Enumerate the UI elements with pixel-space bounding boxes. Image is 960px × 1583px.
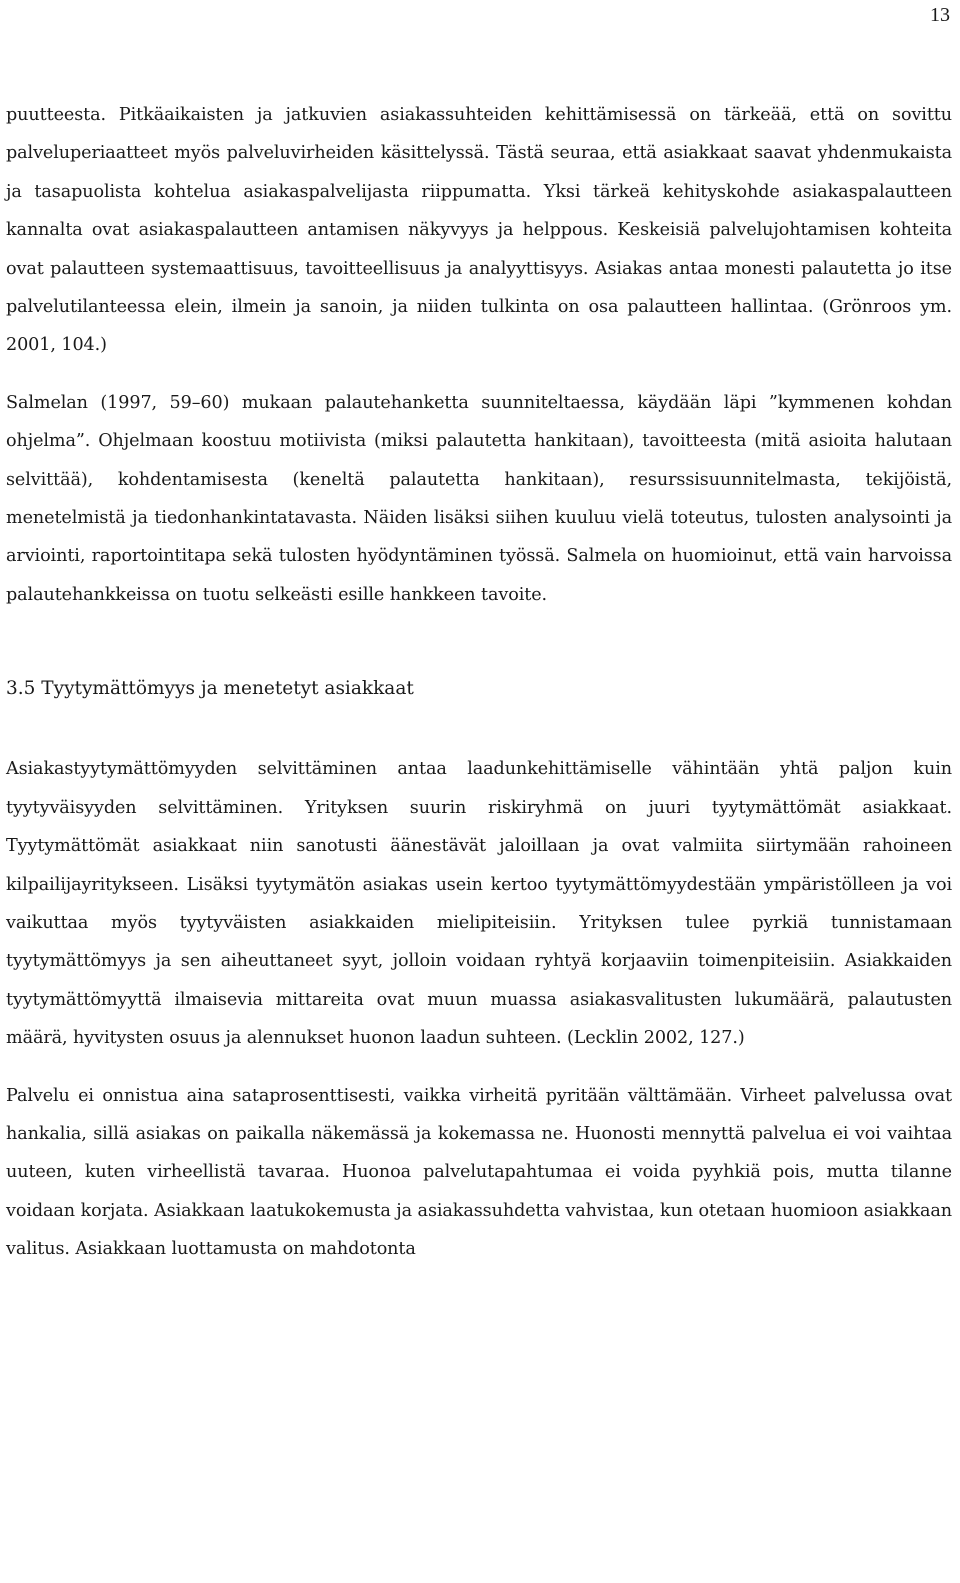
paragraph-service-failure: Palvelu ei onnistua aina sataprosenttisesti, vaikka virheitä pyritään välttämään. Virheet palvelussa ovat hankalia, sillä asiakas on paikalla näkemässä ja kokemassa ne. Huonosti mennyttä palvelua ei voi vaihtaa uuteen, kuten virheellistä tavaraa. Huonoa palvelutapahtumaa ei voida pyyhkiä pois, mutta tilanne voidaan korjata. Asiakkaan laatukokemusta ja asiakassuhdetta vahvistaa, kun otetaan huomioon asiakkaan valitus. Asiakkaan luottamusta on mahdotonta xyxy=(6,1085,952,1260)
document-body xyxy=(6,96,952,1269)
paragraph-spacer xyxy=(6,365,952,384)
heading-spacer-top xyxy=(6,614,952,670)
section-heading: 3.5 Tyytymättömyys ja menetetyt asiakkaat xyxy=(6,678,414,700)
paragraph-dissatisfaction: Asiakastyytymättömyyden selvittäminen antaa laadunkehittämiselle vähintään yhtä paljon kuin tyytyväisyyden selvittäminen. Yrityksen suurin riskiryhmä on juuri tyytymättömät asiakkaat. Tyytymättömät asiakkaat niin sanotusti äänestävät jaloillaan ja ovat valmiita siirtymään rahoineen kilpailijayritykseen. Lisäksi tyytymätön asiakas usein kertoo tyytymättömyydestään ympäristölleen ja voi vaikuttaa myös tyytyväisten asiakkaiden mielipiteisiin. Yrityksen tulee pyrkiä tunnistamaan tyytymättömyys ja sen aiheuttaneet syyt, jolloin voidaan ryhtyä korjaaviin toimenpiteisiin. Asiakkaiden tyytymättömyyttä ilmaisevia mittareita ovat muun muassa asiakasvalitusten lukumäärä, palautusten määrä, hyvitysten osuus ja alennukset huonon laadun suhteen. (Lecklin 2002, 127.) xyxy=(6,759,952,1049)
paragraph-customer-feedback: puutteesta. Pitkäaikaisten ja jatkuvien asiakassuhteiden kehittämisessä on tärkeää, että on sovittu palveluperiaatteet myös palveluvirheiden käsittelyssä. Tästä seuraa, että asiakkaat saavat yhdenmukaista ja tasapuolista kohtelua asiakaspalvelijasta riippumatta. Yksi tärkeä kehityskohde asiakaspalautteen kannalta ovat asiakaspalautteen antamisen näkyvyys ja helppous. Keskeisiä palvelujohtamisen kohteita ovat palautteen systemaattisuus, tavoitteellisuus ja analyyttisyys. Asiakas antaa monesti palautetta jo itse palvelutilanteessa elein, ilmein ja sanoin, ja niiden tulkinta on osa palautteen hallintaa. (Grönroos ym. 2001, 104.) xyxy=(6,105,952,356)
paragraph-feedback-program: Salmelan (1997, 59–60) mukaan palautehanketta suunniteltaessa, käydään läpi ”kymmenen kohdan ohjelma”. Ohjelmaan koostuu motiivista (miksi palautetta hankitaan), tavoitteesta (mitä asioita halutaan selvittää), kohdentamisesta (keneltä palautetta hankitaan), resurssisuunnitelmasta, tekijöistä, menetelmistä ja tiedonhankintatavasta. Näiden lisäksi siihen kuuluu vielä toteutus, tulosten analysointi ja arviointi, raportointitapa sekä tulosten hyödyntäminen työssä. Salmela on huomioinut, että vain harvoissa palautehankkeissa on tuotu selkeästi esille hankkeen tavoite. xyxy=(6,392,952,605)
heading-spacer-bottom xyxy=(6,708,952,750)
paragraph-spacer xyxy=(6,1058,952,1077)
page-number: 13 xyxy=(930,4,950,26)
